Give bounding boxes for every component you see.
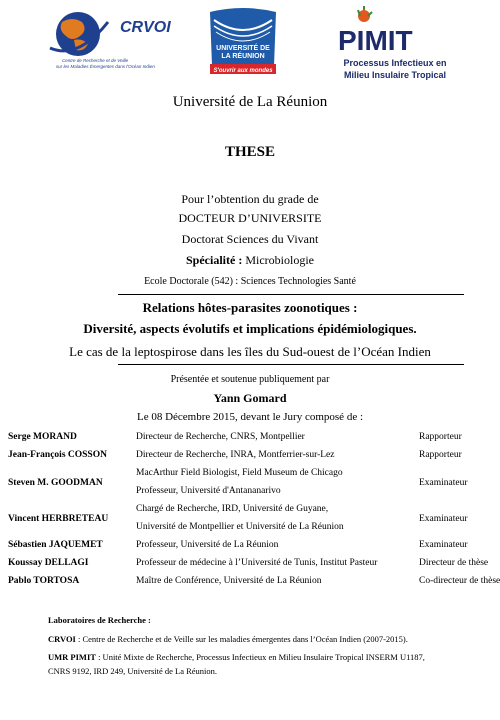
lab-crvoi-line bbox=[48, 634, 408, 644]
title-top-rule bbox=[118, 294, 464, 295]
pimit-logo bbox=[336, 6, 454, 84]
these-heading: THESE bbox=[224, 144, 276, 160]
universite-logo bbox=[206, 6, 280, 78]
obtention-line: Pour l’obtention du grade de bbox=[181, 192, 319, 206]
svg-text:Processus Infectieux en: Processus Infectieux en bbox=[343, 58, 447, 68]
jury-name: Pablo TORTOSA bbox=[8, 576, 80, 586]
doctorat-line: Doctorat Sciences du Vivant bbox=[181, 232, 319, 246]
jury-description: Professeur, Université d'Antananarivo bbox=[136, 486, 281, 496]
jury-name: Koussay DELLAGI bbox=[8, 558, 89, 568]
jury-description: Professeur de médecine à l’Université de Tunis, Institut Pasteur bbox=[136, 558, 378, 568]
jury-role: Examinateur bbox=[419, 478, 468, 488]
presentee-line: Présentée et soutenue publiquement par bbox=[170, 374, 330, 385]
svg-text:Milieu Insulaire Tropical: Milieu Insulaire Tropical bbox=[343, 70, 447, 80]
lab-umr-text: : Unité Mixte de Recherche, Processus Infectieux en Milieu Insulaire Tropical INSERM U1187, bbox=[95, 652, 425, 662]
jury-role: Directeur de thèse bbox=[419, 558, 489, 568]
thesis-title-line3: Le cas de la leptospirose dans les îles du Sud-ouest de l’Océan Indien bbox=[69, 344, 431, 359]
jury-description: Directeur de Recherche, INRA, Montferrier-sur-Lez bbox=[136, 450, 335, 460]
jury-role: Examinateur bbox=[419, 540, 468, 550]
svg-text:PIMIT: PIMIT bbox=[338, 25, 413, 56]
title-bottom-rule bbox=[118, 364, 464, 365]
author-name: Yann Gomard bbox=[213, 391, 287, 405]
ecole-line: Ecole Doctorale (542) : Sciences Technologies Santé bbox=[144, 276, 356, 287]
crvoi-logo bbox=[44, 8, 171, 70]
docteur-line: DOCTEUR D’UNIVERSITE bbox=[178, 211, 322, 225]
jury-name: Jean-François COSSON bbox=[8, 450, 107, 460]
thesis-title-line2: Diversité, aspects évolutifs et implications épidémiologiques. bbox=[83, 321, 417, 336]
svg-text:CRVOI: CRVOI bbox=[120, 19, 171, 36]
jury-description: Directeur de Recherche, CNRS, Montpellier bbox=[136, 432, 305, 442]
jury-description: Maître de Conférence, Université de La Réunion bbox=[136, 576, 322, 586]
date-line: Le 08 Décembre 2015, devant le Jury composé de : bbox=[136, 411, 364, 423]
lab-crvoi-text: : Centre de Recherche et de Veille sur les maladies émergentes dans l’Océan Indien (2007-2015). bbox=[75, 634, 408, 644]
jury-description: Professeur, Université de La Réunion bbox=[136, 540, 279, 550]
jury-description: Chargé de Recherche, IRD, Université de Guyane, bbox=[136, 504, 329, 514]
jury-role: Rapporteur bbox=[419, 450, 462, 460]
jury-description: MacArthur Field Biologist, Field Museum de Chicago bbox=[136, 468, 343, 478]
svg-text:Centre de Recherche et de Veil: Centre de Recherche et de Veille bbox=[62, 58, 129, 63]
jury-role: Rapporteur bbox=[419, 432, 462, 442]
lab-umr-line2 bbox=[48, 666, 217, 676]
lab-crvoi-label: CRVOI bbox=[48, 634, 76, 644]
jury-name: Sébastien JAQUEMET bbox=[8, 540, 103, 550]
lab-umr-line bbox=[48, 652, 425, 662]
labs-heading bbox=[48, 615, 151, 625]
jury-name: Serge MORAND bbox=[8, 432, 77, 442]
jury-role: Examinateur bbox=[419, 514, 468, 524]
jury-role: Co-directeur de thèse bbox=[419, 576, 500, 586]
specialite-label: Spécialité : bbox=[186, 253, 243, 267]
svg-text:UNIVERSITÉ DE: UNIVERSITÉ DE bbox=[216, 45, 270, 52]
jury-name: Vincent HERBRETEAU bbox=[8, 514, 109, 524]
specialite-line bbox=[0, 253, 500, 268]
svg-text:LA RÉUNION: LA RÉUNION bbox=[221, 53, 265, 60]
jury-description: Université de Montpellier et Université de La Réunion bbox=[136, 522, 344, 532]
svg-text:sur les Maladies Émergentes da: sur les Maladies Émergentes dans l'Océan Indien bbox=[56, 64, 155, 69]
specialite-value: Microbiologie bbox=[242, 253, 314, 267]
thesis-title-line1: Relations hôtes-parasites zoonotiques : bbox=[142, 300, 358, 315]
lab-umr-label: UMR PIMIT bbox=[48, 652, 96, 662]
lab-umr-text2: CNRS 9192, IRD 249, Université de La Réunion. bbox=[48, 666, 218, 676]
svg-text:S'ouvrir aux mondes: S'ouvrir aux mondes bbox=[213, 68, 273, 74]
jury-name: Steven M. GOODMAN bbox=[8, 478, 103, 488]
labs-heading-text: Laboratoires de Recherche : bbox=[48, 615, 151, 625]
university-title: Université de La Réunion bbox=[172, 94, 328, 110]
